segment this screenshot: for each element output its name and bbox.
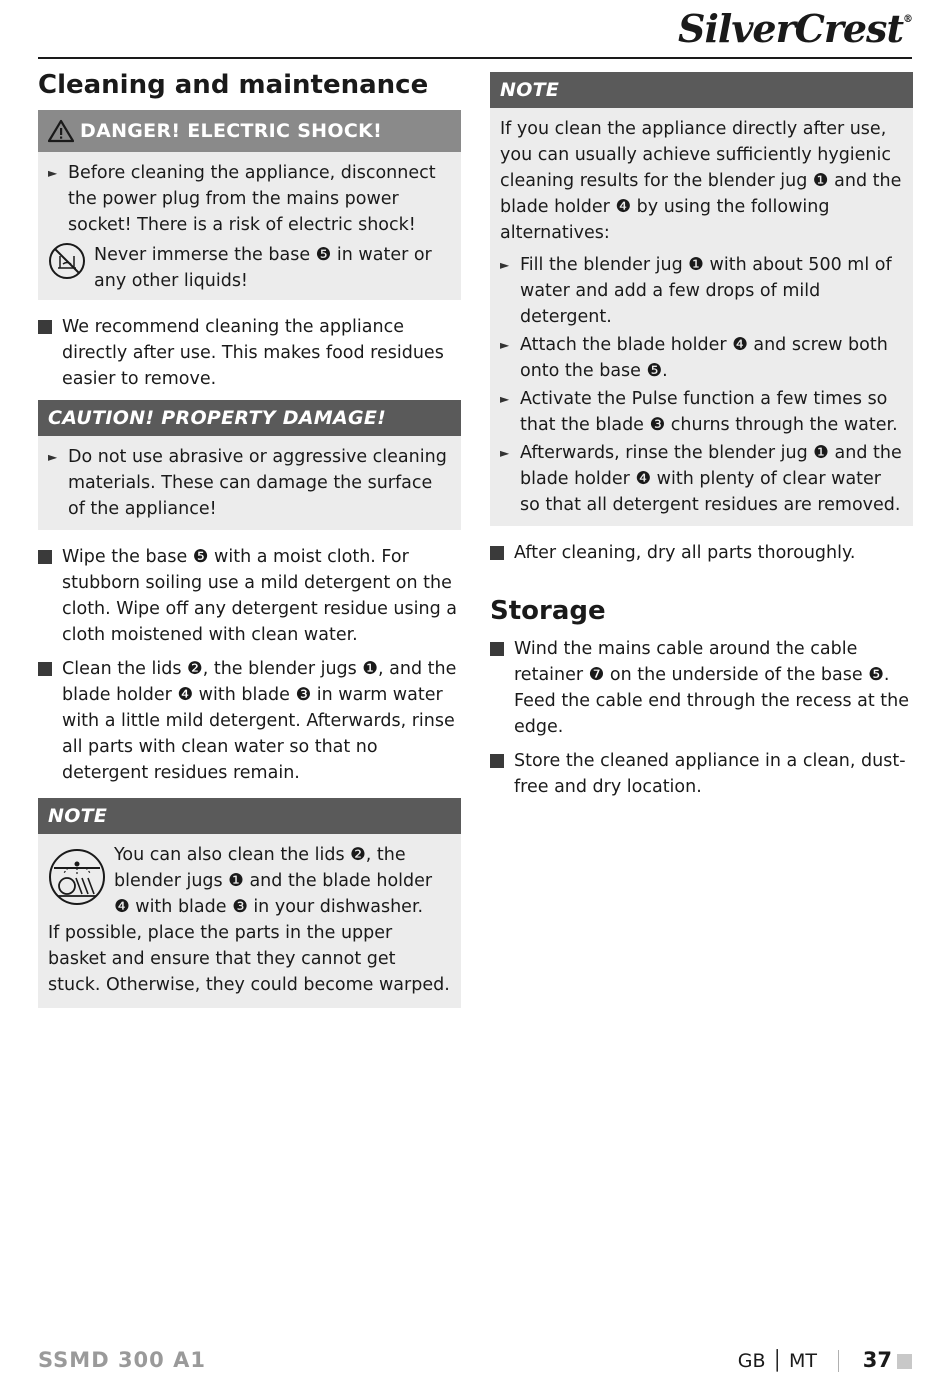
footer-languages: GB │ MT	[737, 1350, 817, 1372]
arrow-bullet-icon: ►	[48, 450, 58, 464]
danger-body	[38, 152, 461, 300]
square-bullet-icon	[38, 550, 52, 564]
section-title-cleaning: Cleaning and maintenance	[38, 70, 429, 100]
list-item: We recommend cleaning the appliance directly after use. This makes food residues easier to remove.	[38, 314, 461, 392]
caution-box	[38, 400, 461, 530]
arrow-bullet-icon: ►	[500, 258, 510, 272]
dishwasher-icon	[48, 848, 106, 914]
footer-separator	[838, 1350, 839, 1372]
page-marker-icon	[897, 1354, 912, 1369]
brand-logo	[678, 6, 912, 51]
list-item: ► Do not use abrasive or aggressive cleaning materials. These can damage the surface of the appliance!	[48, 444, 451, 522]
list-item: ► Attach the blade holder ❹ and screw both onto the base ❺.	[500, 332, 903, 384]
no-immersion-icon	[48, 242, 86, 288]
arrow-bullet-icon: ►	[500, 338, 510, 352]
danger-heading: DANGER! ELECTRIC SHOCK!	[80, 120, 383, 142]
list-item: Wipe the base ❺ with a moist cloth. For stubborn soiling use a mild detergent on the cloth. Wipe off any detergent residue using a cloth moistened with clean water.	[38, 544, 461, 648]
square-bullet-icon	[38, 320, 52, 334]
note-header: NOTE	[38, 798, 461, 834]
header-rule	[38, 57, 912, 59]
left-column	[38, 68, 461, 1022]
registered-mark: ®	[903, 14, 912, 25]
note-box-hygienic	[490, 72, 913, 526]
right-column	[490, 72, 913, 808]
square-bullet-icon	[490, 642, 504, 656]
list-item: Clean the lids ❷, the blender jugs ❶, and the blade holder ❹ with blade ❸ in warm water with a little mild detergent. Afterwards, rinse all parts with clean water so that no detergent residues remain.	[38, 656, 461, 786]
arrow-bullet-icon: ►	[500, 446, 510, 460]
dishwasher-row: You can also clean the lids ❷, the blender jugs ❶ and the blade holder ❹ with blade ❸ in your dishwasher.	[48, 842, 451, 920]
list-item: After cleaning, dry all parts thoroughly.	[490, 540, 913, 566]
note-intro: If you clean the appliance directly after use, you can usually achieve sufficiently hygienic cleaning results for the blender jug ❶ and the blade holder ❹ by using the following alternatives:	[500, 119, 902, 243]
danger-box	[38, 110, 461, 300]
caution-body	[38, 436, 461, 530]
danger-header	[38, 110, 461, 152]
square-bullet-icon	[490, 546, 504, 560]
brand-name: SilverCrest	[678, 6, 903, 51]
warning-triangle-icon	[48, 119, 74, 143]
list-item: ► Afterwards, rinse the blender jug ❶ and the blade holder ❹ with plenty of clear water so that all detergent residues are removed.	[500, 440, 903, 518]
note-body	[38, 834, 461, 1008]
list-item: ► Before cleaning the appliance, disconnect the power plug from the mains power socket! There is a risk of electric shock!	[48, 160, 451, 238]
caution-header: CAUTION! PROPERTY DAMAGE!	[38, 400, 461, 436]
list-item: ► Activate the Pulse function a few times so that the blade ❸ churns through the water.	[500, 386, 903, 438]
no-immerse-row: Never immerse the base ❺ in water or any other liquids!	[48, 242, 451, 294]
note-header: NOTE	[490, 72, 913, 108]
square-bullet-icon	[38, 662, 52, 676]
note-box-dishwasher	[38, 798, 461, 1008]
square-bullet-icon	[490, 754, 504, 768]
section-title-storage: Storage	[490, 596, 606, 626]
list-item: Wind the mains cable around the cable retainer ❼ on the underside of the base ❺. Feed the cable end through the recess at the edge.	[490, 636, 913, 740]
footer-model: SSMD 300 A1	[38, 1348, 206, 1372]
note-text: If possible, place the parts in the upper basket and ensure that they cannot get stuck. Otherwise, they could become warped.	[48, 923, 450, 995]
note-body	[490, 108, 913, 526]
page-number: 37	[862, 1348, 892, 1372]
list-item: ► Fill the blender jug ❶ with about 500 ml of water and add a few drops of mild detergent.	[500, 252, 903, 330]
list-item: Store the cleaned appliance in a clean, dust-free and dry location.	[490, 748, 913, 800]
arrow-bullet-icon: ►	[48, 166, 58, 180]
arrow-bullet-icon: ►	[500, 392, 510, 406]
